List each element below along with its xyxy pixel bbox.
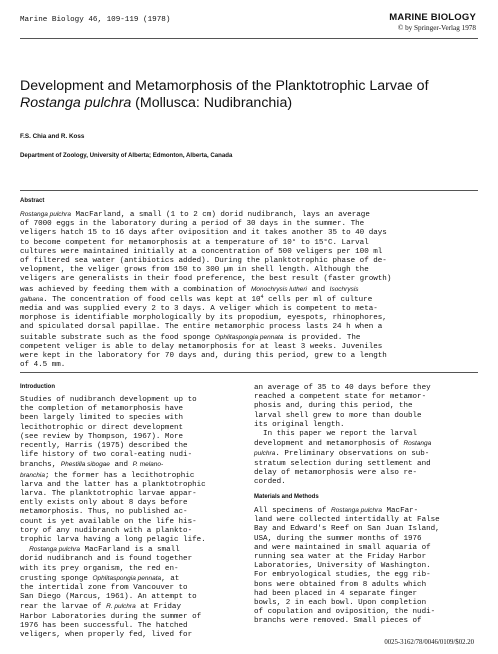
title-line-2 — [20, 95, 480, 112]
text-run: were kept in the laboratory for 70 days and, during this period, grew to a length — [20, 352, 387, 361]
text-line — [20, 460, 206, 470]
text-line — [254, 402, 431, 411]
text-run: its original length. — [254, 420, 345, 429]
text-run: In this paper we report the larval — [254, 430, 418, 439]
text-line — [20, 295, 480, 305]
text-run: Laboratories, University of Washington. — [254, 562, 431, 571]
text-run: of copulation and oviposition, the nudi- — [254, 608, 436, 617]
text-run: is provided. The — [283, 333, 361, 342]
text-run: MacFar- — [381, 507, 419, 515]
text-line — [20, 239, 480, 248]
text-run: and spiculated dorsal papillae. The entire metamorphic process lasts 24 h when a — [20, 323, 383, 332]
text-run: of filtered sea water (antibiotics added). During the planktotrophic phase of de- — [20, 257, 387, 266]
text-run: and — [109, 461, 133, 470]
text-line — [254, 516, 440, 525]
title-taxon: (Mollusca: Nudibranchia) — [131, 95, 293, 111]
species-name: Rostanga — [403, 440, 432, 448]
text-line — [254, 430, 431, 439]
species-name: P. melano- — [132, 461, 164, 469]
methods-column — [254, 506, 440, 627]
text-run: land were collected intertidally at False — [254, 516, 440, 525]
text-run: delay of metamorphosis were also re- — [254, 468, 418, 477]
text-run: of 7000 eggs in the laboratory during a period of 30 days in the summer. The — [20, 220, 365, 229]
text-line — [20, 275, 480, 284]
text-line — [254, 581, 440, 590]
text-run: the intertidal zone from Vancouver to — [20, 584, 188, 593]
text-run: veligers are generalists in their food preference, the best result (faster growth) — [20, 275, 392, 284]
journal-citation: Marine Biology 46, 109-119 (1978) — [20, 16, 171, 24]
species-name: Ophlitaspongia pennata — [92, 574, 162, 582]
text-line — [20, 314, 480, 323]
article-code: 0025-3162/78/0046/0109/$02.20 — [384, 639, 474, 646]
species-name: Rostanga pulchra — [29, 546, 81, 554]
text-line — [20, 305, 480, 314]
text-line — [254, 553, 440, 562]
text-line — [254, 562, 440, 571]
text-run: running sea water at the Friday Harbor — [254, 553, 427, 562]
text-line — [20, 527, 206, 536]
text-line — [20, 593, 206, 602]
text-line — [254, 384, 431, 393]
species-name: branchia — [20, 471, 45, 479]
text-run: ; the former has a lecithotrophic — [44, 471, 195, 480]
species-name: pulchra — [254, 450, 276, 458]
authors: F.S. Chia and R. Koss — [20, 133, 85, 140]
text-run: veligers hatch 15 to 16 days after oviposition and it takes another 35 to 40 days — [20, 229, 387, 238]
text-run: rear the larvae of — [20, 603, 107, 612]
text-run: . Preliminary observations on sub- — [275, 450, 430, 459]
text-run: velopment, the veliger grows from 150 to 300 µm in shell length. Although the — [20, 266, 369, 275]
text-run: and were maintained in small aquaria of — [254, 543, 431, 552]
text-run: metamorphosis. Thus, no published ac- — [20, 508, 188, 517]
text-run: (see review by Thompson, 1967). More — [20, 432, 184, 441]
text-line — [254, 599, 440, 608]
text-line — [20, 229, 480, 238]
text-run: larva and the latter has a planktotrophic — [20, 480, 206, 489]
text-line — [20, 490, 206, 499]
text-line — [20, 424, 206, 433]
text-run: San Diego (Marcus, 1961). An attempt to — [20, 593, 197, 602]
text-run: MacFarland, a small (1 to 2 cm) dorid nudibranch, lays an average — [70, 211, 370, 219]
text-line — [254, 590, 440, 599]
text-run: reached a competent state for metamor- — [254, 393, 427, 402]
text-run: cultures were maintained initially at a concentration of 500 veligers per 100 ml — [20, 247, 383, 256]
text-run: veligers, when properly fed, lived for — [20, 631, 193, 640]
text-line — [254, 617, 440, 626]
species-name: R. pulchra — [106, 603, 136, 611]
methods-heading: Materials and Methods — [254, 494, 319, 500]
text-line — [254, 478, 431, 487]
text-run: an average of 35 to 40 days before they — [254, 384, 431, 392]
text-line — [254, 525, 440, 534]
text-run: at Friday — [135, 603, 181, 612]
text-line — [20, 536, 206, 545]
text-line — [20, 584, 206, 593]
text-line — [20, 499, 206, 508]
text-line — [20, 442, 206, 451]
text-line — [254, 439, 431, 449]
text-run: trophic larva having a long pelagic life. — [20, 536, 206, 545]
text-run: cells per ml of culture — [263, 295, 373, 304]
text-run: life history of two coral-eating nudi- — [20, 451, 193, 460]
text-line — [20, 555, 206, 564]
text-run — [20, 546, 29, 554]
text-run: development and metamorphosis of — [254, 440, 404, 449]
text-run: branchs, — [20, 461, 61, 470]
text-line — [254, 535, 440, 544]
introduction-heading: Introduction — [20, 384, 55, 390]
text-run: morphose is identifiable morphologically by its propodium, eyespots, rhinophores, — [20, 314, 387, 323]
text-line — [20, 508, 206, 517]
text-line — [20, 631, 206, 640]
text-line — [20, 343, 480, 352]
text-run: been largely limited to species with — [20, 414, 184, 423]
text-line — [254, 544, 440, 553]
text-line — [20, 613, 206, 622]
text-line — [20, 414, 206, 423]
text-line — [20, 220, 480, 229]
abstract-heading: Abstract — [20, 198, 45, 204]
text-line — [20, 285, 480, 295]
text-line — [20, 565, 206, 574]
title-species: Rostanga pulchra — [20, 95, 132, 111]
text-run: bowls, 2 in each bowl. Upon completion — [254, 599, 427, 608]
text-run: tory of any nudibranch with a plankto- — [20, 526, 193, 535]
text-run: to become competent for metamorphosis at a temperature of 10° to 15°C. Larval — [20, 238, 369, 247]
copyright-notice: © by Springer-Verlag 1978 — [397, 24, 476, 32]
article-title — [20, 78, 480, 112]
text-line — [20, 545, 206, 555]
text-run: All specimens of — [254, 507, 331, 515]
text-run: , at — [161, 574, 180, 583]
species-name: Monochrysis lutheri — [250, 285, 307, 293]
text-run: recently, Harris (1975) described the — [20, 442, 188, 451]
text-run: 1976 has been successful. The hatched — [20, 621, 188, 630]
species-name: Ophlitaspongia pennata — [214, 333, 284, 341]
text-line — [20, 333, 480, 343]
affiliation: Department of Zoology, University of Alberta; Edmonton, Alberta, Canada — [20, 152, 233, 159]
text-line — [254, 412, 431, 421]
text-run: USA, during the summer months of 1976 — [254, 534, 422, 543]
text-run: For embryological studies, the egg rib- — [254, 571, 431, 580]
text-line — [254, 608, 440, 617]
text-line — [20, 257, 480, 266]
text-run: dorid nudibranch and is found together — [20, 555, 193, 564]
text-run: suitable substrate such as the food sponge — [20, 333, 215, 342]
text-line — [20, 352, 480, 361]
text-line — [20, 210, 480, 220]
text-run: with its prey organism, the red en- — [20, 564, 179, 573]
text-run: phosis and, during this period, the — [254, 402, 413, 411]
text-line — [20, 481, 206, 490]
abstract-divider-top — [20, 190, 478, 191]
text-run: ently exists only about 8 days before — [20, 499, 188, 508]
species-name: Rostanga pulchra — [20, 211, 71, 218]
text-run: larva. The planktotrophic larvae appar- — [20, 490, 197, 499]
text-line — [20, 266, 480, 275]
text-line — [20, 574, 206, 584]
text-run: and — [306, 285, 330, 294]
text-line — [20, 602, 206, 612]
text-line — [254, 506, 440, 516]
text-line — [20, 361, 480, 370]
text-run: had been placed in 4 separate finger — [254, 589, 418, 598]
superscript: 4 — [260, 293, 264, 300]
text-run: MacFarland is a small — [80, 546, 180, 555]
text-run: stratum selection during settlement and — [254, 459, 431, 468]
species-name: Phestilla sibogae — [60, 461, 110, 469]
text-run: count is yet available on the life his- — [20, 517, 197, 526]
text-run: media and was supplied every 2 to 3 days. A veliger which is competent to meta- — [20, 305, 378, 314]
text-run: the completion of metamorphosis have — [20, 405, 184, 414]
text-line — [20, 405, 206, 414]
species-name: Rostanga pulchra — [331, 507, 382, 514]
text-run: . The concentration of food cells was kept at 10 — [43, 295, 261, 304]
species-name: Isochrysis — [329, 285, 359, 293]
header-divider — [20, 38, 478, 39]
text-line — [20, 323, 480, 332]
text-run: was achieved by feeding them with a combination of — [20, 285, 251, 294]
text-line — [20, 518, 206, 527]
introduction-column-right — [254, 384, 431, 487]
text-run: branchs were removed. Small pieces of — [254, 617, 422, 626]
text-run: corded. — [254, 478, 286, 487]
text-line — [20, 396, 206, 405]
text-line — [20, 471, 206, 481]
text-run: lecithotrophic or direct development — [20, 423, 184, 432]
text-line — [20, 622, 206, 631]
text-run: larval shell grew to more than double — [254, 411, 422, 420]
text-line — [254, 469, 431, 478]
text-line — [254, 393, 431, 402]
text-run: Harbor Laboratories during the summer of — [20, 612, 202, 621]
introduction-column-left — [20, 396, 206, 640]
text-line — [20, 451, 206, 460]
text-line — [20, 248, 480, 257]
text-run: crusting sponge — [20, 574, 93, 583]
journal-name: MARINE BIOLOGY — [389, 12, 476, 23]
abstract-body — [20, 210, 480, 370]
text-run: of 4.5 mm. — [20, 361, 66, 370]
text-line — [254, 421, 431, 430]
text-run: competent veliger is able to delay metamorphosis for at least 3 weeks. Juveniles — [20, 342, 383, 351]
text-run: Bay and Edward's Reef on San Juan Island, — [254, 525, 440, 534]
text-line — [20, 433, 206, 442]
species-name: galbana — [20, 295, 44, 303]
journal-masthead — [389, 12, 476, 32]
abstract-divider-bottom — [20, 372, 478, 373]
text-run: bons were obtained from 8 adults which — [254, 580, 427, 589]
text-line — [254, 449, 431, 459]
text-line — [254, 571, 440, 580]
title-line-1: Development and Metamorphosis of the Planktotrophic Larvae of — [20, 78, 429, 94]
text-run: Studies of nudibranch development up to — [20, 396, 197, 404]
text-line — [254, 460, 431, 469]
